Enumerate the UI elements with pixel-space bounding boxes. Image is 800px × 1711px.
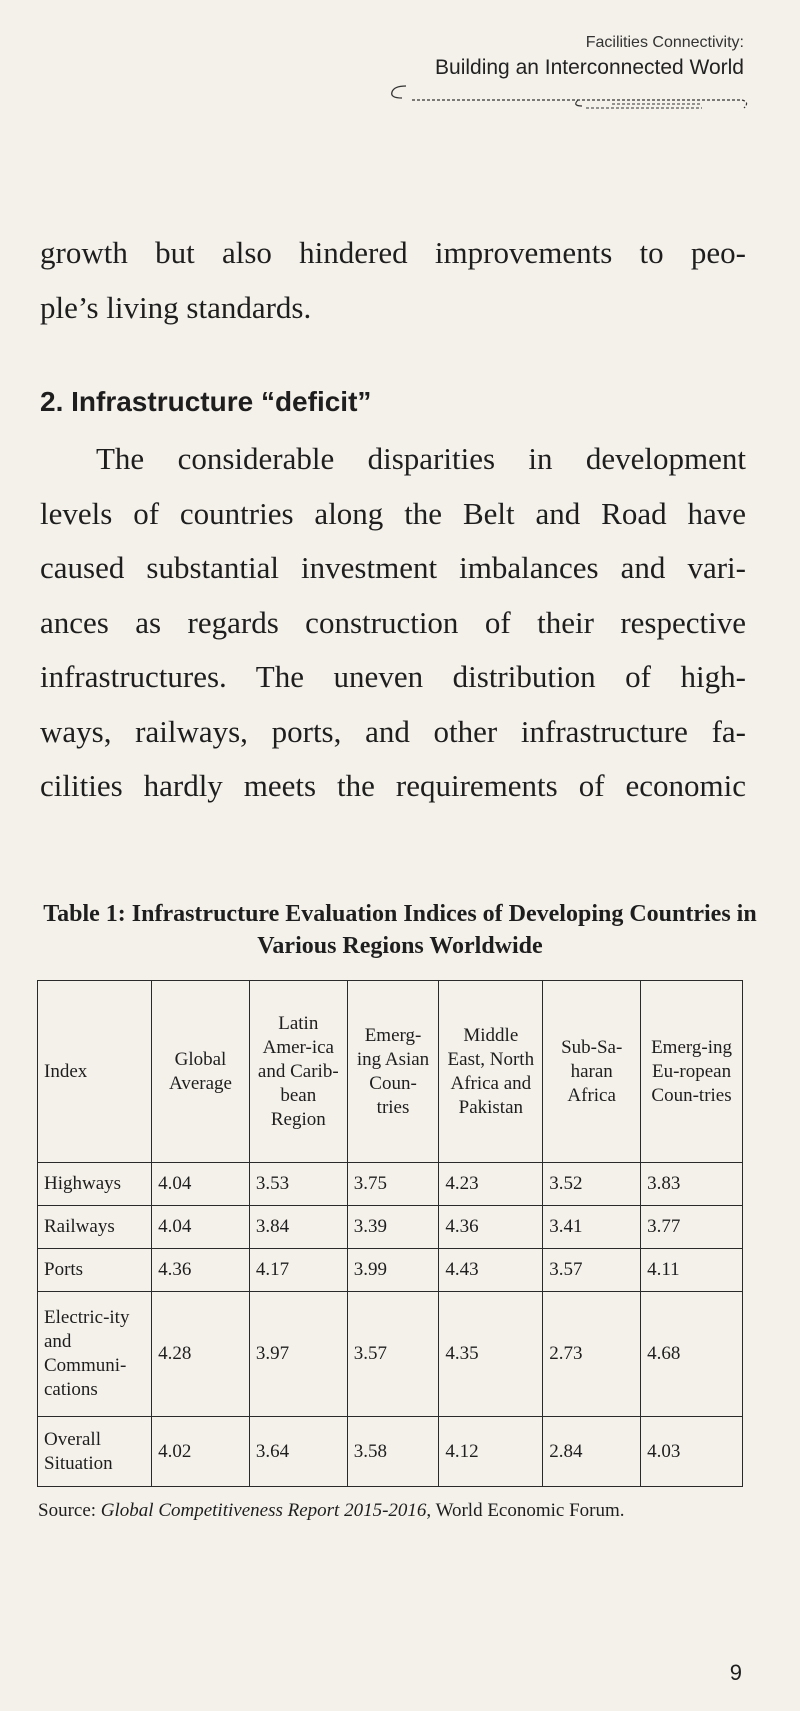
table-cell: 4.17	[249, 1249, 347, 1292]
column-header: Emerg-ing Eu-ropean Coun-tries	[641, 981, 743, 1163]
table-cell: 3.64	[249, 1417, 347, 1487]
row-label: Highways	[38, 1163, 152, 1206]
running-header-title: Building an Interconnected World	[435, 56, 744, 79]
infrastructure-table	[37, 980, 743, 1487]
table-row	[38, 1249, 743, 1292]
paragraph-line: levels of countries along the Belt and Road have	[40, 495, 746, 531]
paragraph-line: ways, railways, ports, and other infrastructure fa-	[40, 713, 746, 749]
table-cell: 3.53	[249, 1163, 347, 1206]
running-header-supertitle: Facilities Connectivity:	[585, 34, 744, 51]
column-header: Emerg-ing Asian Coun-tries	[347, 981, 439, 1163]
column-header: Index	[38, 981, 152, 1163]
table-cell: 3.39	[347, 1206, 439, 1249]
table-cell: 3.52	[543, 1163, 641, 1206]
row-label: Ports	[38, 1249, 152, 1292]
source-suffix: , World Economic Forum.	[426, 1500, 625, 1521]
table-cell: 3.99	[347, 1249, 439, 1292]
paragraph-line: caused substantial investment imbalances and vari-	[40, 550, 746, 585]
source-note	[38, 1500, 625, 1522]
table-cell: 3.97	[249, 1292, 347, 1417]
paragraph-line: cilities hardly meets the requirements of economic	[40, 768, 746, 803]
column-header: Global Average	[152, 981, 250, 1163]
table-header-row	[38, 981, 743, 1163]
paragraph	[40, 432, 746, 814]
table-cell: 4.04	[152, 1206, 250, 1249]
table-row	[38, 1292, 743, 1417]
table-cell: 3.84	[249, 1206, 347, 1249]
row-label: Electric-ity and Communi-cations	[38, 1292, 152, 1417]
table-cell: 4.03	[641, 1417, 743, 1487]
row-label: Overall Situation	[38, 1417, 152, 1487]
table-cell: 4.23	[439, 1163, 543, 1206]
table-cell: 3.83	[641, 1163, 743, 1206]
paragraph-line: The considerable disparities in development	[96, 441, 746, 476]
table-cell: 4.35	[439, 1292, 543, 1417]
paragraph-line: infrastructures. The uneven distribution of high-	[40, 659, 746, 694]
column-header: Latin Amer-ica and Carib-bean Region	[249, 981, 347, 1163]
table-cell: 4.02	[152, 1417, 250, 1487]
table-row	[38, 1163, 743, 1206]
table-row	[38, 1206, 743, 1249]
table-cell: 3.57	[347, 1292, 439, 1417]
table-cell: 4.43	[439, 1249, 543, 1292]
table-cell: 4.11	[641, 1249, 743, 1292]
table-cell: 3.57	[543, 1249, 641, 1292]
table-cell: 3.77	[641, 1206, 743, 1249]
paragraph-line: ple’s living standards.	[40, 289, 312, 325]
table-cell: 4.12	[439, 1417, 543, 1487]
table-title: Table 1: Infrastructure Evaluation Indices of Developing Countries in Various Regions Worldwide	[43, 901, 757, 959]
table-cell: 3.41	[543, 1206, 641, 1249]
table-cell: 4.68	[641, 1292, 743, 1417]
table-cell: 4.36	[439, 1206, 543, 1249]
table-cell: 4.04	[152, 1163, 250, 1206]
header-ornament	[372, 64, 752, 110]
table-cell: 3.58	[347, 1417, 439, 1487]
source-prefix: Source:	[38, 1500, 101, 1521]
source-report-title: Global Competitiveness Report 2015-2016	[100, 1500, 427, 1521]
page-number: 9	[729, 1660, 742, 1685]
paragraph-continued	[40, 226, 746, 335]
table-cell: 3.75	[347, 1163, 439, 1206]
table-row	[38, 1417, 743, 1487]
paragraph-line: ances as regards construction of their respective	[40, 604, 746, 640]
section-heading: 2. Infrastructure “deficit”	[40, 386, 372, 417]
table-cell: 4.36	[152, 1249, 250, 1292]
table-cell: 2.84	[543, 1417, 641, 1487]
column-header: Middle East, North Africa and Pakistan	[439, 981, 543, 1163]
row-label: Railways	[38, 1206, 152, 1249]
table-cell: 4.28	[152, 1292, 250, 1417]
paragraph-line: growth but also hindered improvements to peo-	[40, 235, 746, 270]
table-cell: 2.73	[543, 1292, 641, 1417]
column-header: Sub-Sa-haran Africa	[543, 981, 641, 1163]
